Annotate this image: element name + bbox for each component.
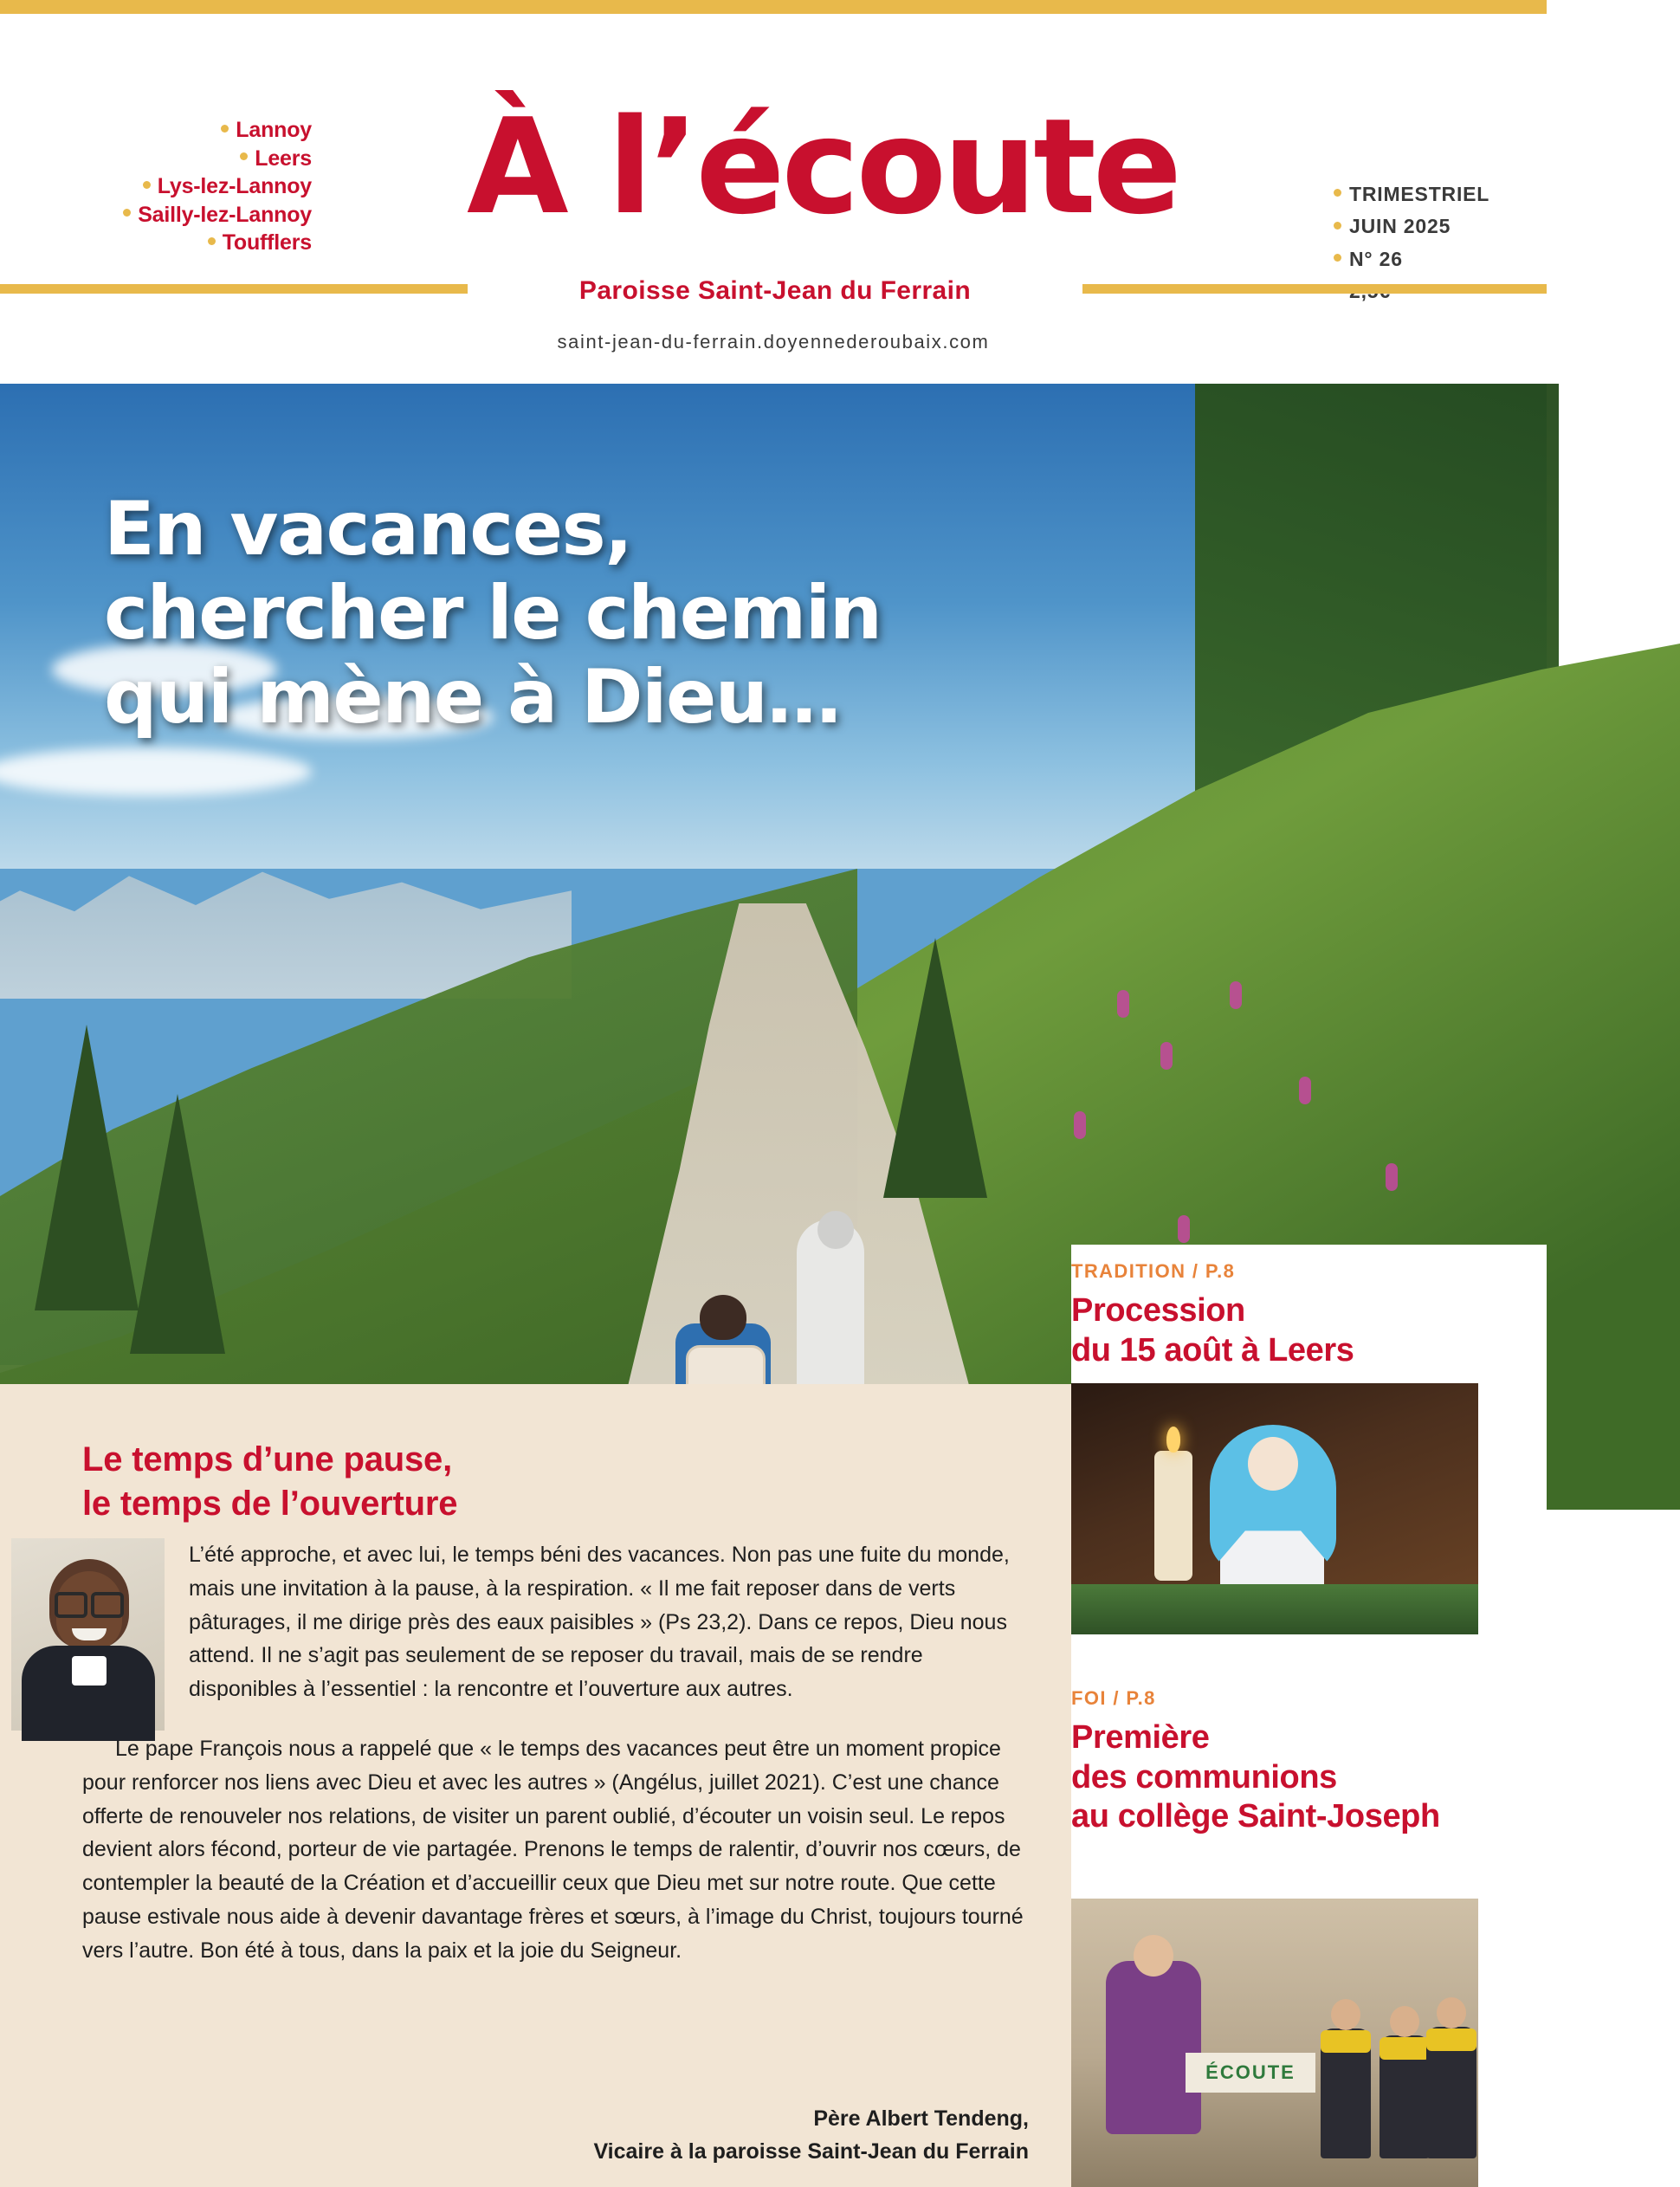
bullet-dot-icon xyxy=(208,237,216,245)
editorial-paragraph-2 xyxy=(82,1732,1029,1967)
bullet-dot-icon xyxy=(1334,254,1341,262)
child-scarf xyxy=(1321,2030,1371,2053)
bullet-dot-icon xyxy=(1334,189,1341,197)
masthead xyxy=(0,14,1547,284)
hiker-child-head xyxy=(700,1295,746,1340)
glasses-left-lens-icon xyxy=(55,1592,87,1618)
marian-statue-face xyxy=(1248,1437,1298,1491)
procession-photo xyxy=(1071,1383,1478,1634)
altar-flowers xyxy=(1071,1584,1478,1634)
website-url: saint-jean-du-ferrain.doyennederoubaix.com xyxy=(557,331,990,353)
fireweed-flower xyxy=(1178,1215,1190,1243)
publication-title: À l’écoute xyxy=(467,90,1179,243)
fireweed-flower xyxy=(1230,981,1242,1009)
signature-author: Père Albert Tendeng, xyxy=(813,2106,1029,2131)
teaser-title-line: Première xyxy=(1071,1719,1210,1756)
candle-flame-icon xyxy=(1166,1427,1180,1453)
hero-headline-line: chercher le chemin xyxy=(104,570,882,657)
hero-photo xyxy=(0,384,1547,1365)
teaser-title-line: au collège Saint-Joseph xyxy=(1071,1798,1440,1835)
glasses-right-lens-icon xyxy=(91,1592,124,1618)
teaser-title-line: des communions xyxy=(1071,1758,1337,1796)
teaser-title xyxy=(1071,1718,1547,1837)
priest-figure xyxy=(1106,1961,1201,2134)
teaser-kicker: FOI / P.8 xyxy=(1071,1687,1156,1709)
priest-head xyxy=(1134,1935,1173,1977)
town-item: Lannoy xyxy=(26,116,312,145)
teaser-title-line: du 15 août à Leers xyxy=(1071,1331,1354,1368)
child-head xyxy=(1331,1999,1360,2030)
editorial-title xyxy=(82,1438,457,1526)
hero-headline-line: qui mène à Dieu… xyxy=(104,654,841,741)
teaser-communion[interactable] xyxy=(1071,1687,1547,1837)
teaser-title xyxy=(1071,1291,1547,1370)
fireweed-flower xyxy=(1299,1077,1311,1104)
communion-photo xyxy=(1071,1899,1478,2187)
child-scarf xyxy=(1380,2037,1430,2060)
child-head xyxy=(1437,1997,1466,2028)
issue-meta-item: JUIN 2025 xyxy=(1334,210,1489,243)
fireweed-flower xyxy=(1117,990,1129,1018)
hiker-adult-head xyxy=(817,1211,854,1249)
child-head xyxy=(1390,2006,1419,2037)
editorial-signature xyxy=(82,2103,1029,2168)
bullet-dot-icon xyxy=(143,181,151,189)
bullet-dot-icon xyxy=(123,209,131,217)
editorial-paragraph-2-text: Le pape François nous a rappelé que « le temps des vacances peut être un moment propice pour renforcer nos liens avec Dieu et avec les autres » (Angélus, juillet 2021). C’est une chance offerte de renouveler nos relations, de visiter un parent oublié, d’écouter un voisin seul. Le repos devient alors fécond, porteur de vie partagée. Prenons le temps de ralentir, d’ouvrir nos cœurs, de contempler la beauté de la Création et d’accueillir ceux que Dieu met sur notre route. Que cette pause estivale nous aide à devenir davantage frères et sœurs, à l’image du Christ, toujours tourné vers l’autre. Bon été à tous, dans la paix et la joie du Seigneur. xyxy=(82,1737,1024,1963)
fireweed-flower xyxy=(1074,1111,1086,1139)
town-item: Toufflers xyxy=(26,229,312,257)
candle xyxy=(1154,1451,1192,1581)
towns-list xyxy=(26,116,312,257)
bullet-dot-icon xyxy=(1334,222,1341,230)
editorial-paragraph-1: L’été approche, et avec lui, le temps béni des vacances. Non pas une fuite du monde, mais une invitation à la pause, à la respiration. « Il me fait reposer dans de verts pâturages, il me dirige près des eaux paisibles » (Ps 23,2). Dans ce repos, Dieu nous attend. Il ne s’agit pas seulement de se reposer du travail, mais de se rendre disponibles à l’essentiel : la rencontre et l’ouverture aux autres. xyxy=(189,1543,1010,1701)
hero-headline xyxy=(104,488,881,741)
hero-headline-line: En vacances, xyxy=(104,486,632,573)
town-item: Lys-lez-Lannoy xyxy=(26,172,312,201)
issue-meta-item: N° 26 xyxy=(1334,243,1489,275)
town-item: Sailly-lez-Lannoy xyxy=(26,201,312,230)
parish-name: Paroisse Saint-Jean du Ferrain xyxy=(578,276,972,305)
teaser-kicker: TRADITION / P.8 xyxy=(1071,1260,1236,1282)
portrait-roman-collar xyxy=(72,1656,107,1686)
photo-banner-text: ÉCOUTE xyxy=(1186,2053,1315,2093)
town-item: Leers xyxy=(26,145,312,173)
editorial-title-line: Le temps d’une pause, xyxy=(82,1440,453,1478)
fireweed-flower xyxy=(1386,1163,1398,1191)
bullet-dot-icon xyxy=(240,152,248,160)
teaser-procession[interactable] xyxy=(1071,1260,1547,1370)
editorial-title-line: le temps de l’ouverture xyxy=(82,1485,458,1524)
issue-meta-item: TRIMESTRIEL xyxy=(1334,178,1489,210)
signature-role: Vicaire à la paroisse Saint-Jean du Ferrain xyxy=(593,2138,1029,2164)
bullet-dot-icon xyxy=(221,125,229,133)
teaser-title-line: Procession xyxy=(1071,1292,1245,1329)
author-portrait xyxy=(11,1538,165,1731)
fireweed-flower xyxy=(1160,1042,1173,1070)
top-accent-rule xyxy=(0,0,1547,14)
child-scarf xyxy=(1426,2028,1476,2051)
editorial-section xyxy=(0,1384,1071,2187)
